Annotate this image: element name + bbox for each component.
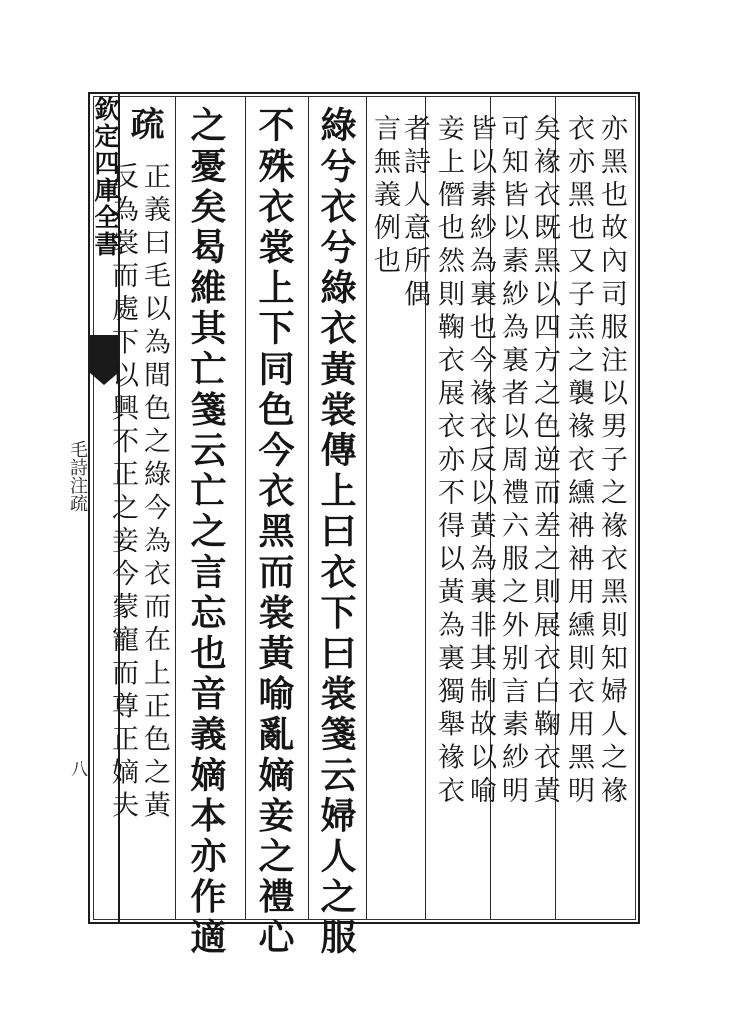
text-column: 者詩人意所偶: [399, 114, 430, 313]
text-column: 反為裳而處下以興不正之妾今蒙寵而尊正嫡夫: [107, 162, 138, 824]
text-column: 言無義例也: [369, 114, 400, 280]
main-text-column: 不殊衣裳上下同色今衣黑而裳黃喻亂嫡妾之禮心: [253, 106, 295, 959]
text-column: 皆以素紗為裏也今褖衣反以黃為裏非其制故以喻: [465, 114, 496, 810]
text-column: 可知皆以素紗為裏者以周禮六服之外别言素紗明: [497, 114, 528, 810]
text-column: 亦黑也故內司服注以男子之褖衣黑則知婦人之褖: [596, 114, 627, 810]
text-column: 妾上僭也然則鞠衣展衣亦不得以黃為裏獨舉褖衣: [433, 114, 464, 810]
column-rule: [366, 96, 367, 920]
main-text-column: 疏: [124, 106, 164, 145]
folio-number: 八: [67, 760, 87, 777]
main-text-column: 之憂矣曷維其亡箋云亡之言忘也音義嫡本亦作適: [185, 106, 227, 959]
column-rule: [308, 96, 309, 920]
spine-title: 欽定四庫全書: [91, 96, 120, 258]
running-title: 毛詩注疏: [67, 440, 88, 512]
text-column: 矣褖衣既黑以四方之色逆而差之則展衣白鞠衣黃: [529, 114, 560, 810]
column-rule: [245, 96, 246, 920]
text-column: 正義曰毛以為間色之綠今為衣而在上正色之黃: [139, 162, 170, 824]
column-rule: [175, 96, 176, 920]
main-text-column: 綠兮衣兮綠衣黃裳傳上曰衣下曰裳箋云婦人之服: [315, 106, 357, 959]
text-column: 衣亦黑也又子羔之襲褖衣纁袡袡用纁則衣用黑明: [563, 114, 594, 810]
